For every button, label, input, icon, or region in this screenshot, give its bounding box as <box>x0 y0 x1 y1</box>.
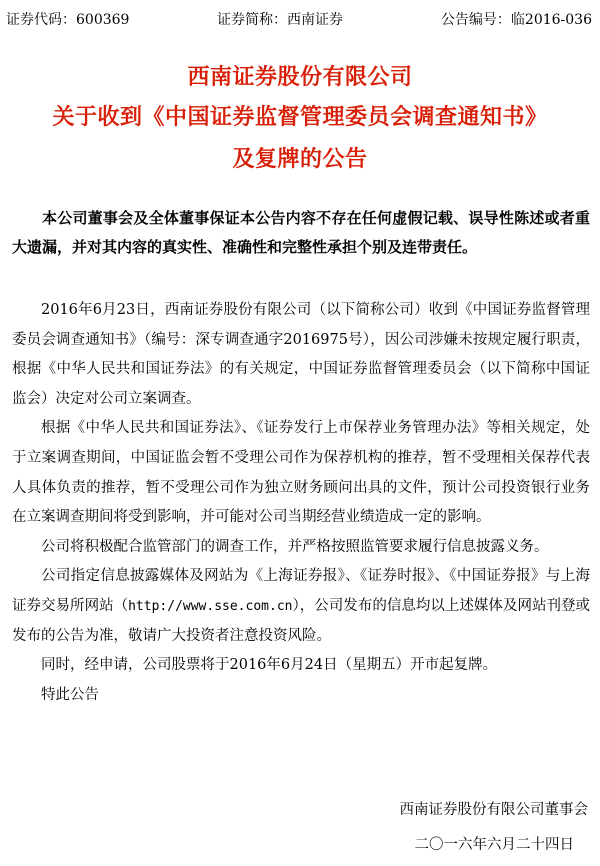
notice-number: 公告编号：临2016-036 <box>440 12 592 28</box>
title-subject: 关于收到《中国证券监督管理委员会调查通知书》 <box>52 104 548 130</box>
paragraph-media <box>12 562 590 651</box>
media-text-before: 公司指定信息披露媒体及网站为《上海证券报》、《证券时报》、《中国证券报》与上海证券交易所网站（ <box>12 568 590 614</box>
stock-short-name: 证券简称：西南证券 <box>217 12 343 28</box>
board-statement: 本公司董事会及全体董事保证本公告内容不存在任何虚假记载、误导性陈述或者重大遗漏，并对其内容的真实性、准确性和完整性承担个别及连带责任。 <box>12 209 590 256</box>
stock-code: 证券代码：600369 <box>6 12 130 28</box>
document-header <box>6 10 592 30</box>
title-resumption: 及复牌的公告 <box>232 146 368 172</box>
paragraph-impact: 根据《中华人民共和国证券法》、《证券发行上市保荐业务管理办法》等相关规定，处于立案调查期间，中国证监会暂不受理公司作为保荐机构的推荐，暂不受理相关保荐代表人具体负责的推荐，暂不受理公司作为独立财务顾问出具的文件，预计公司投资银行业务在立案调查期间将受到影响，并可能对公司当期经营业绩造成一定的影响。 <box>12 420 590 526</box>
announcement-body <box>12 296 590 710</box>
signature-issuer: 西南证券股份有限公司董事会 <box>399 802 588 818</box>
title-company: 西南证券股份有限公司 <box>187 64 413 90</box>
paragraph-closing: 特此公告 <box>41 686 99 703</box>
paragraph-cooperation: 公司将积极配合监管部门的调查工作，并严格按照监管要求履行信息披露义务。 <box>41 538 549 555</box>
sse-website-link[interactable]: http://www.sse.com.cn <box>128 598 293 614</box>
paragraph-resumption: 同时，经申请，公司股票将于2016年6月24日（星期五）开市起复牌。 <box>41 657 498 674</box>
media-text-after: ），公司发布的信息均以上述媒体及网站刊登或发布的公告为准，敬请广大投资者注意投资风险。 <box>12 597 591 644</box>
paragraph-investigation: 2016年6月23日，西南证券股份有限公司（以下简称公司）收到《中国证券监督管理委员会调查通知书》（编号：深专调查通字2016975号），因公司涉嫌未按规定履行职责，根据《中华人民共和国证券法》的有关规定，中国证券监督管理委员会（以下简称中国证监会）决定对公司立案调查。 <box>12 302 590 407</box>
signature-date: 二〇一六年六月二十四日 <box>414 837 574 853</box>
